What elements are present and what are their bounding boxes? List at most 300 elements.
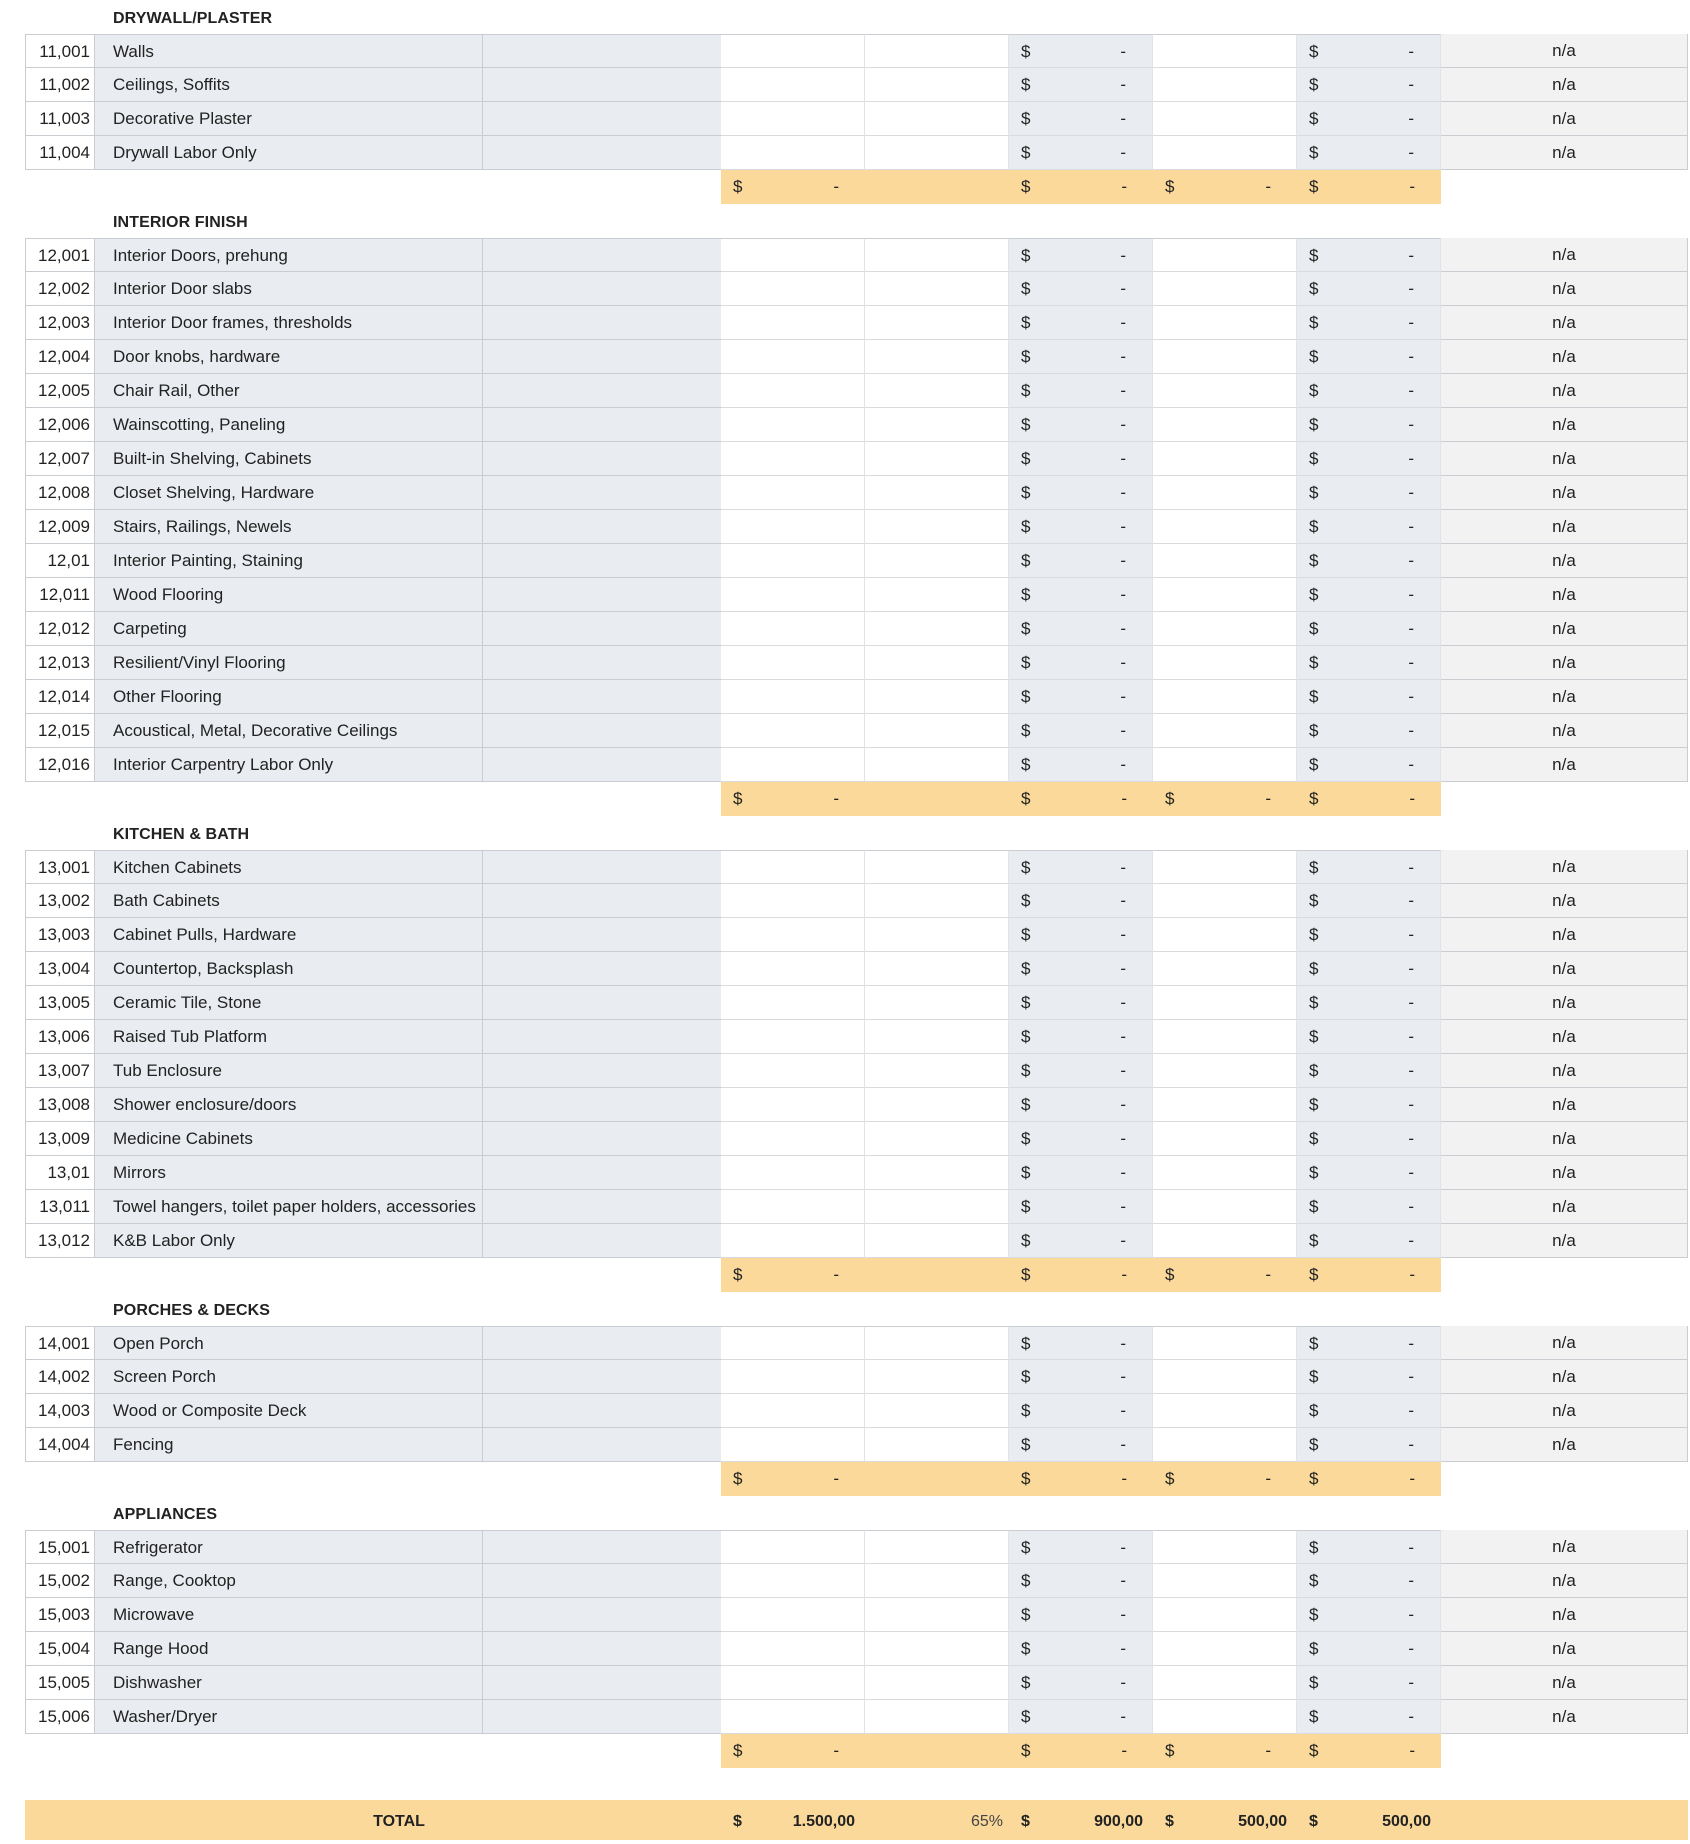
variance-cell[interactable] xyxy=(1297,442,1441,476)
subtotal-cell[interactable] xyxy=(1297,170,1441,204)
item-name[interactable]: Wood or Composite Deck xyxy=(95,1394,483,1428)
item-name[interactable]: Washer/Dryer xyxy=(95,1700,483,1734)
budget-cell[interactable] xyxy=(721,1632,865,1666)
actual-cell[interactable] xyxy=(1153,476,1297,510)
subtotal-cell[interactable] xyxy=(1153,1734,1297,1768)
item-number[interactable]: 13,012 xyxy=(25,1224,95,1258)
subtotal-cell[interactable] xyxy=(1297,1734,1441,1768)
actual-cell[interactable] xyxy=(1153,442,1297,476)
estimate-cell[interactable] xyxy=(1009,1326,1153,1360)
subtotal-cell[interactable] xyxy=(865,1734,1009,1768)
item-number[interactable]: 13,005 xyxy=(25,986,95,1020)
percent-cell[interactable] xyxy=(865,952,1009,986)
item-name[interactable]: Wood Flooring xyxy=(95,578,483,612)
status-cell[interactable]: n/a xyxy=(1441,1666,1688,1700)
item-number[interactable]: 13,011 xyxy=(25,1190,95,1224)
item-name[interactable]: Interior Door frames, thresholds xyxy=(95,306,483,340)
item-notes-cell[interactable] xyxy=(483,34,721,68)
budget-cell[interactable] xyxy=(721,1530,865,1564)
item-number[interactable]: 12,009 xyxy=(25,510,95,544)
budget-cell[interactable] xyxy=(721,442,865,476)
variance-cell[interactable] xyxy=(1297,1020,1441,1054)
subtotal-cell[interactable] xyxy=(721,782,865,816)
item-notes-cell[interactable] xyxy=(483,68,721,102)
status-cell[interactable]: n/a xyxy=(1441,952,1688,986)
percent-cell[interactable] xyxy=(865,1190,1009,1224)
item-name[interactable]: Fencing xyxy=(95,1428,483,1462)
subtotal-cell[interactable] xyxy=(721,1734,865,1768)
item-number[interactable]: 12,016 xyxy=(25,748,95,782)
item-notes-cell[interactable] xyxy=(483,850,721,884)
item-number[interactable]: 15,006 xyxy=(25,1700,95,1734)
percent-cell[interactable] xyxy=(865,748,1009,782)
estimate-cell[interactable] xyxy=(1009,612,1153,646)
item-name[interactable]: Kitchen Cabinets xyxy=(95,850,483,884)
status-cell[interactable]: n/a xyxy=(1441,1428,1688,1462)
estimate-cell[interactable] xyxy=(1009,680,1153,714)
variance-cell[interactable] xyxy=(1297,136,1441,170)
percent-cell[interactable] xyxy=(865,1326,1009,1360)
item-notes-cell[interactable] xyxy=(483,510,721,544)
percent-cell[interactable] xyxy=(865,1530,1009,1564)
item-notes-cell[interactable] xyxy=(483,272,721,306)
item-name[interactable]: Walls xyxy=(95,34,483,68)
estimate-cell[interactable] xyxy=(1009,1598,1153,1632)
estimate-cell[interactable] xyxy=(1009,476,1153,510)
budget-cell[interactable] xyxy=(721,612,865,646)
status-cell[interactable]: n/a xyxy=(1441,238,1688,272)
variance-cell[interactable] xyxy=(1297,476,1441,510)
status-cell[interactable]: n/a xyxy=(1441,136,1688,170)
budget-cell[interactable] xyxy=(721,714,865,748)
total-label[interactable]: TOTAL xyxy=(373,1813,425,1830)
subtotal-cell[interactable] xyxy=(1153,170,1297,204)
item-number[interactable]: 13,009 xyxy=(25,1122,95,1156)
status-cell[interactable]: n/a xyxy=(1441,714,1688,748)
status-cell[interactable]: n/a xyxy=(1441,340,1688,374)
item-number[interactable]: 12,001 xyxy=(25,238,95,272)
percent-cell[interactable] xyxy=(865,1700,1009,1734)
variance-cell[interactable] xyxy=(1297,850,1441,884)
budget-cell[interactable] xyxy=(721,1360,865,1394)
item-name[interactable]: Other Flooring xyxy=(95,680,483,714)
variance-cell[interactable] xyxy=(1297,102,1441,136)
status-cell[interactable]: n/a xyxy=(1441,1632,1688,1666)
item-notes-cell[interactable] xyxy=(483,1394,721,1428)
item-name[interactable]: Interior Door slabs xyxy=(95,272,483,306)
item-name[interactable]: Chair Rail, Other xyxy=(95,374,483,408)
item-number[interactable]: 12,008 xyxy=(25,476,95,510)
item-number[interactable]: 12,01 xyxy=(25,544,95,578)
item-notes-cell[interactable] xyxy=(483,748,721,782)
percent-cell[interactable] xyxy=(865,136,1009,170)
variance-cell[interactable] xyxy=(1297,612,1441,646)
variance-cell[interactable] xyxy=(1297,646,1441,680)
subtotal-cell[interactable] xyxy=(1153,1258,1297,1292)
item-number[interactable]: 14,002 xyxy=(25,1360,95,1394)
actual-cell[interactable] xyxy=(1153,1054,1297,1088)
estimate-cell[interactable] xyxy=(1009,340,1153,374)
item-notes-cell[interactable] xyxy=(483,340,721,374)
budget-cell[interactable] xyxy=(721,136,865,170)
item-number[interactable]: 14,004 xyxy=(25,1428,95,1462)
budget-cell[interactable] xyxy=(721,1564,865,1598)
item-number[interactable]: 11,003 xyxy=(25,102,95,136)
percent-cell[interactable] xyxy=(865,612,1009,646)
percent-cell[interactable] xyxy=(865,476,1009,510)
estimate-cell[interactable] xyxy=(1009,1122,1153,1156)
item-notes-cell[interactable] xyxy=(483,408,721,442)
item-notes-cell[interactable] xyxy=(483,238,721,272)
actual-cell[interactable] xyxy=(1153,680,1297,714)
item-name[interactable]: Decorative Plaster xyxy=(95,102,483,136)
estimate-cell[interactable] xyxy=(1009,1224,1153,1258)
item-number[interactable]: 12,006 xyxy=(25,408,95,442)
item-notes-cell[interactable] xyxy=(483,1122,721,1156)
budget-cell[interactable] xyxy=(721,238,865,272)
budget-cell[interactable] xyxy=(721,408,865,442)
item-name[interactable]: Towel hangers, toilet paper holders, accessories xyxy=(95,1190,483,1224)
budget-cell[interactable] xyxy=(721,544,865,578)
status-cell[interactable]: n/a xyxy=(1441,1530,1688,1564)
subtotal-cell[interactable] xyxy=(1009,1462,1153,1496)
percent-cell[interactable] xyxy=(865,918,1009,952)
budget-cell[interactable] xyxy=(721,1088,865,1122)
item-notes-cell[interactable] xyxy=(483,1190,721,1224)
status-cell[interactable]: n/a xyxy=(1441,884,1688,918)
budget-cell[interactable] xyxy=(721,1428,865,1462)
subtotal-cell[interactable] xyxy=(1009,1258,1153,1292)
actual-cell[interactable] xyxy=(1153,374,1297,408)
item-name[interactable]: Resilient/Vinyl Flooring xyxy=(95,646,483,680)
estimate-cell[interactable] xyxy=(1009,102,1153,136)
variance-cell[interactable] xyxy=(1297,714,1441,748)
status-cell[interactable]: n/a xyxy=(1441,1700,1688,1734)
estimate-cell[interactable] xyxy=(1009,1190,1153,1224)
budget-cell[interactable] xyxy=(721,952,865,986)
item-number[interactable]: 13,003 xyxy=(25,918,95,952)
percent-cell[interactable] xyxy=(865,646,1009,680)
percent-cell[interactable] xyxy=(865,442,1009,476)
estimate-cell[interactable] xyxy=(1009,374,1153,408)
variance-cell[interactable] xyxy=(1297,306,1441,340)
item-notes-cell[interactable] xyxy=(483,1088,721,1122)
budget-cell[interactable] xyxy=(721,510,865,544)
estimate-cell[interactable] xyxy=(1009,1088,1153,1122)
budget-cell[interactable] xyxy=(721,102,865,136)
actual-cell[interactable] xyxy=(1153,578,1297,612)
item-notes-cell[interactable] xyxy=(483,1564,721,1598)
actual-cell[interactable] xyxy=(1153,1394,1297,1428)
item-number[interactable]: 12,014 xyxy=(25,680,95,714)
item-number[interactable]: 11,001 xyxy=(25,34,95,68)
actual-cell[interactable] xyxy=(1153,918,1297,952)
actual-cell[interactable] xyxy=(1153,986,1297,1020)
item-number[interactable]: 15,001 xyxy=(25,1530,95,1564)
total-col-g[interactable] xyxy=(1153,1800,1297,1840)
item-name[interactable]: Mirrors xyxy=(95,1156,483,1190)
percent-cell[interactable] xyxy=(865,850,1009,884)
item-name[interactable]: Refrigerator xyxy=(95,1530,483,1564)
budget-cell[interactable] xyxy=(721,646,865,680)
percent-cell[interactable] xyxy=(865,238,1009,272)
item-number[interactable]: 14,001 xyxy=(25,1326,95,1360)
actual-cell[interactable] xyxy=(1153,952,1297,986)
percent-cell[interactable] xyxy=(865,1020,1009,1054)
actual-cell[interactable] xyxy=(1153,714,1297,748)
variance-cell[interactable] xyxy=(1297,1360,1441,1394)
percent-cell[interactable] xyxy=(865,1428,1009,1462)
status-cell[interactable]: n/a xyxy=(1441,1394,1688,1428)
budget-cell[interactable] xyxy=(721,374,865,408)
variance-cell[interactable] xyxy=(1297,1666,1441,1700)
status-cell[interactable]: n/a xyxy=(1441,102,1688,136)
item-notes-cell[interactable] xyxy=(483,1700,721,1734)
variance-cell[interactable] xyxy=(1297,918,1441,952)
item-notes-cell[interactable] xyxy=(483,102,721,136)
item-number[interactable]: 12,007 xyxy=(25,442,95,476)
variance-cell[interactable] xyxy=(1297,1530,1441,1564)
item-name[interactable]: Interior Carpentry Labor Only xyxy=(95,748,483,782)
estimate-cell[interactable] xyxy=(1009,510,1153,544)
actual-cell[interactable] xyxy=(1153,1530,1297,1564)
item-name[interactable]: Shower enclosure/doors xyxy=(95,1088,483,1122)
budget-cell[interactable] xyxy=(721,918,865,952)
actual-cell[interactable] xyxy=(1153,102,1297,136)
estimate-cell[interactable] xyxy=(1009,1394,1153,1428)
status-cell[interactable]: n/a xyxy=(1441,1224,1688,1258)
variance-cell[interactable] xyxy=(1297,1156,1441,1190)
item-name[interactable]: Screen Porch xyxy=(95,1360,483,1394)
estimate-cell[interactable] xyxy=(1009,714,1153,748)
budget-cell[interactable] xyxy=(721,1326,865,1360)
budget-cell[interactable] xyxy=(721,476,865,510)
item-notes-cell[interactable] xyxy=(483,374,721,408)
variance-cell[interactable] xyxy=(1297,1428,1441,1462)
variance-cell[interactable] xyxy=(1297,510,1441,544)
item-number[interactable]: 11,002 xyxy=(25,68,95,102)
item-number[interactable]: 12,002 xyxy=(25,272,95,306)
budget-cell[interactable] xyxy=(721,1020,865,1054)
status-cell[interactable]: n/a xyxy=(1441,1564,1688,1598)
subtotal-cell[interactable] xyxy=(1153,1462,1297,1496)
item-notes-cell[interactable] xyxy=(483,680,721,714)
status-cell[interactable]: n/a xyxy=(1441,1020,1688,1054)
item-number[interactable]: 12,005 xyxy=(25,374,95,408)
item-notes-cell[interactable] xyxy=(483,952,721,986)
status-cell[interactable]: n/a xyxy=(1441,510,1688,544)
percent-cell[interactable] xyxy=(865,884,1009,918)
status-cell[interactable]: n/a xyxy=(1441,1360,1688,1394)
estimate-cell[interactable] xyxy=(1009,578,1153,612)
variance-cell[interactable] xyxy=(1297,1054,1441,1088)
status-cell[interactable]: n/a xyxy=(1441,1088,1688,1122)
actual-cell[interactable] xyxy=(1153,68,1297,102)
variance-cell[interactable] xyxy=(1297,1224,1441,1258)
status-cell[interactable]: n/a xyxy=(1441,1190,1688,1224)
percent-cell[interactable] xyxy=(865,680,1009,714)
item-number[interactable]: 13,001 xyxy=(25,850,95,884)
item-name[interactable]: Cabinet Pulls, Hardware xyxy=(95,918,483,952)
budget-cell[interactable] xyxy=(721,340,865,374)
item-number[interactable]: 13,008 xyxy=(25,1088,95,1122)
estimate-cell[interactable] xyxy=(1009,952,1153,986)
item-name[interactable]: Ceilings, Soffits xyxy=(95,68,483,102)
item-number[interactable]: 15,003 xyxy=(25,1598,95,1632)
status-cell[interactable]: n/a xyxy=(1441,34,1688,68)
estimate-cell[interactable] xyxy=(1009,442,1153,476)
percent-cell[interactable] xyxy=(865,986,1009,1020)
variance-cell[interactable] xyxy=(1297,340,1441,374)
subtotal-cell[interactable] xyxy=(721,1258,865,1292)
budget-cell[interactable] xyxy=(721,306,865,340)
actual-cell[interactable] xyxy=(1153,1190,1297,1224)
actual-cell[interactable] xyxy=(1153,510,1297,544)
estimate-cell[interactable] xyxy=(1009,646,1153,680)
actual-cell[interactable] xyxy=(1153,748,1297,782)
item-number[interactable]: 15,005 xyxy=(25,1666,95,1700)
item-number[interactable]: 12,003 xyxy=(25,306,95,340)
variance-cell[interactable] xyxy=(1297,1326,1441,1360)
actual-cell[interactable] xyxy=(1153,1326,1297,1360)
actual-cell[interactable] xyxy=(1153,306,1297,340)
percent-cell[interactable] xyxy=(865,1122,1009,1156)
budget-cell[interactable] xyxy=(721,1700,865,1734)
percent-cell[interactable] xyxy=(865,374,1009,408)
estimate-cell[interactable] xyxy=(1009,918,1153,952)
item-name[interactable]: Tub Enclosure xyxy=(95,1054,483,1088)
item-name[interactable]: Range Hood xyxy=(95,1632,483,1666)
item-name[interactable]: Acoustical, Metal, Decorative Ceilings xyxy=(95,714,483,748)
item-number[interactable]: 15,004 xyxy=(25,1632,95,1666)
budget-cell[interactable] xyxy=(721,1598,865,1632)
status-cell[interactable]: n/a xyxy=(1441,680,1688,714)
item-number[interactable]: 15,002 xyxy=(25,1564,95,1598)
item-name[interactable]: Interior Doors, prehung xyxy=(95,238,483,272)
estimate-cell[interactable] xyxy=(1009,1428,1153,1462)
variance-cell[interactable] xyxy=(1297,34,1441,68)
estimate-cell[interactable] xyxy=(1009,850,1153,884)
subtotal-cell[interactable] xyxy=(721,170,865,204)
percent-cell[interactable] xyxy=(865,544,1009,578)
estimate-cell[interactable] xyxy=(1009,1530,1153,1564)
item-notes-cell[interactable] xyxy=(483,1156,721,1190)
actual-cell[interactable] xyxy=(1153,34,1297,68)
item-notes-cell[interactable] xyxy=(483,714,721,748)
estimate-cell[interactable] xyxy=(1009,1020,1153,1054)
status-cell[interactable]: n/a xyxy=(1441,1122,1688,1156)
status-cell[interactable]: n/a xyxy=(1441,850,1688,884)
item-notes-cell[interactable] xyxy=(483,1632,721,1666)
item-notes-cell[interactable] xyxy=(483,544,721,578)
variance-cell[interactable] xyxy=(1297,884,1441,918)
variance-cell[interactable] xyxy=(1297,544,1441,578)
percent-cell[interactable] xyxy=(865,408,1009,442)
total-col-h[interactable] xyxy=(1297,1800,1441,1840)
percent-cell[interactable] xyxy=(865,1394,1009,1428)
item-number[interactable]: 13,004 xyxy=(25,952,95,986)
item-notes-cell[interactable] xyxy=(483,986,721,1020)
estimate-cell[interactable] xyxy=(1009,136,1153,170)
actual-cell[interactable] xyxy=(1153,238,1297,272)
subtotal-cell[interactable] xyxy=(1153,782,1297,816)
percent-cell[interactable] xyxy=(865,714,1009,748)
status-cell[interactable]: n/a xyxy=(1441,68,1688,102)
estimate-cell[interactable] xyxy=(1009,1360,1153,1394)
item-number[interactable]: 13,006 xyxy=(25,1020,95,1054)
status-cell[interactable]: n/a xyxy=(1441,1054,1688,1088)
item-notes-cell[interactable] xyxy=(483,442,721,476)
actual-cell[interactable] xyxy=(1153,1700,1297,1734)
item-name[interactable]: Interior Painting, Staining xyxy=(95,544,483,578)
subtotal-cell[interactable] xyxy=(865,1258,1009,1292)
item-number[interactable]: 13,002 xyxy=(25,884,95,918)
budget-cell[interactable] xyxy=(721,884,865,918)
percent-cell[interactable] xyxy=(865,1666,1009,1700)
actual-cell[interactable] xyxy=(1153,272,1297,306)
subtotal-cell[interactable] xyxy=(1297,1462,1441,1496)
item-name[interactable]: Countertop, Backsplash xyxy=(95,952,483,986)
variance-cell[interactable] xyxy=(1297,1190,1441,1224)
item-name[interactable]: Bath Cabinets xyxy=(95,884,483,918)
estimate-cell[interactable] xyxy=(1009,68,1153,102)
subtotal-cell[interactable] xyxy=(1009,1734,1153,1768)
item-name[interactable]: Closet Shelving, Hardware xyxy=(95,476,483,510)
item-notes-cell[interactable] xyxy=(483,476,721,510)
item-name[interactable]: Ceramic Tile, Stone xyxy=(95,986,483,1020)
item-notes-cell[interactable] xyxy=(483,1054,721,1088)
item-notes-cell[interactable] xyxy=(483,1360,721,1394)
percent-cell[interactable] xyxy=(865,272,1009,306)
actual-cell[interactable] xyxy=(1153,850,1297,884)
status-cell[interactable]: n/a xyxy=(1441,272,1688,306)
item-name[interactable]: Open Porch xyxy=(95,1326,483,1360)
estimate-cell[interactable] xyxy=(1009,1054,1153,1088)
estimate-cell[interactable] xyxy=(1009,544,1153,578)
status-cell[interactable]: n/a xyxy=(1441,612,1688,646)
status-cell[interactable]: n/a xyxy=(1441,646,1688,680)
status-cell[interactable]: n/a xyxy=(1441,918,1688,952)
actual-cell[interactable] xyxy=(1153,544,1297,578)
item-notes-cell[interactable] xyxy=(483,136,721,170)
percent-cell[interactable] xyxy=(865,68,1009,102)
budget-cell[interactable] xyxy=(721,272,865,306)
percent-cell[interactable] xyxy=(865,306,1009,340)
status-cell[interactable]: n/a xyxy=(1441,1326,1688,1360)
variance-cell[interactable] xyxy=(1297,408,1441,442)
estimate-cell[interactable] xyxy=(1009,1156,1153,1190)
actual-cell[interactable] xyxy=(1153,1122,1297,1156)
item-notes-cell[interactable] xyxy=(483,884,721,918)
percent-cell[interactable] xyxy=(865,102,1009,136)
subtotal-cell[interactable] xyxy=(865,170,1009,204)
percent-cell[interactable] xyxy=(865,510,1009,544)
variance-cell[interactable] xyxy=(1297,1564,1441,1598)
budget-cell[interactable] xyxy=(721,1156,865,1190)
item-name[interactable]: K&B Labor Only xyxy=(95,1224,483,1258)
actual-cell[interactable] xyxy=(1153,1360,1297,1394)
status-cell[interactable]: n/a xyxy=(1441,578,1688,612)
actual-cell[interactable] xyxy=(1153,1224,1297,1258)
percent-cell[interactable] xyxy=(865,340,1009,374)
budget-cell[interactable] xyxy=(721,1394,865,1428)
budget-cell[interactable] xyxy=(721,1122,865,1156)
item-notes-cell[interactable] xyxy=(483,1428,721,1462)
variance-cell[interactable] xyxy=(1297,748,1441,782)
status-cell[interactable]: n/a xyxy=(1441,748,1688,782)
item-notes-cell[interactable] xyxy=(483,1224,721,1258)
estimate-cell[interactable] xyxy=(1009,1700,1153,1734)
